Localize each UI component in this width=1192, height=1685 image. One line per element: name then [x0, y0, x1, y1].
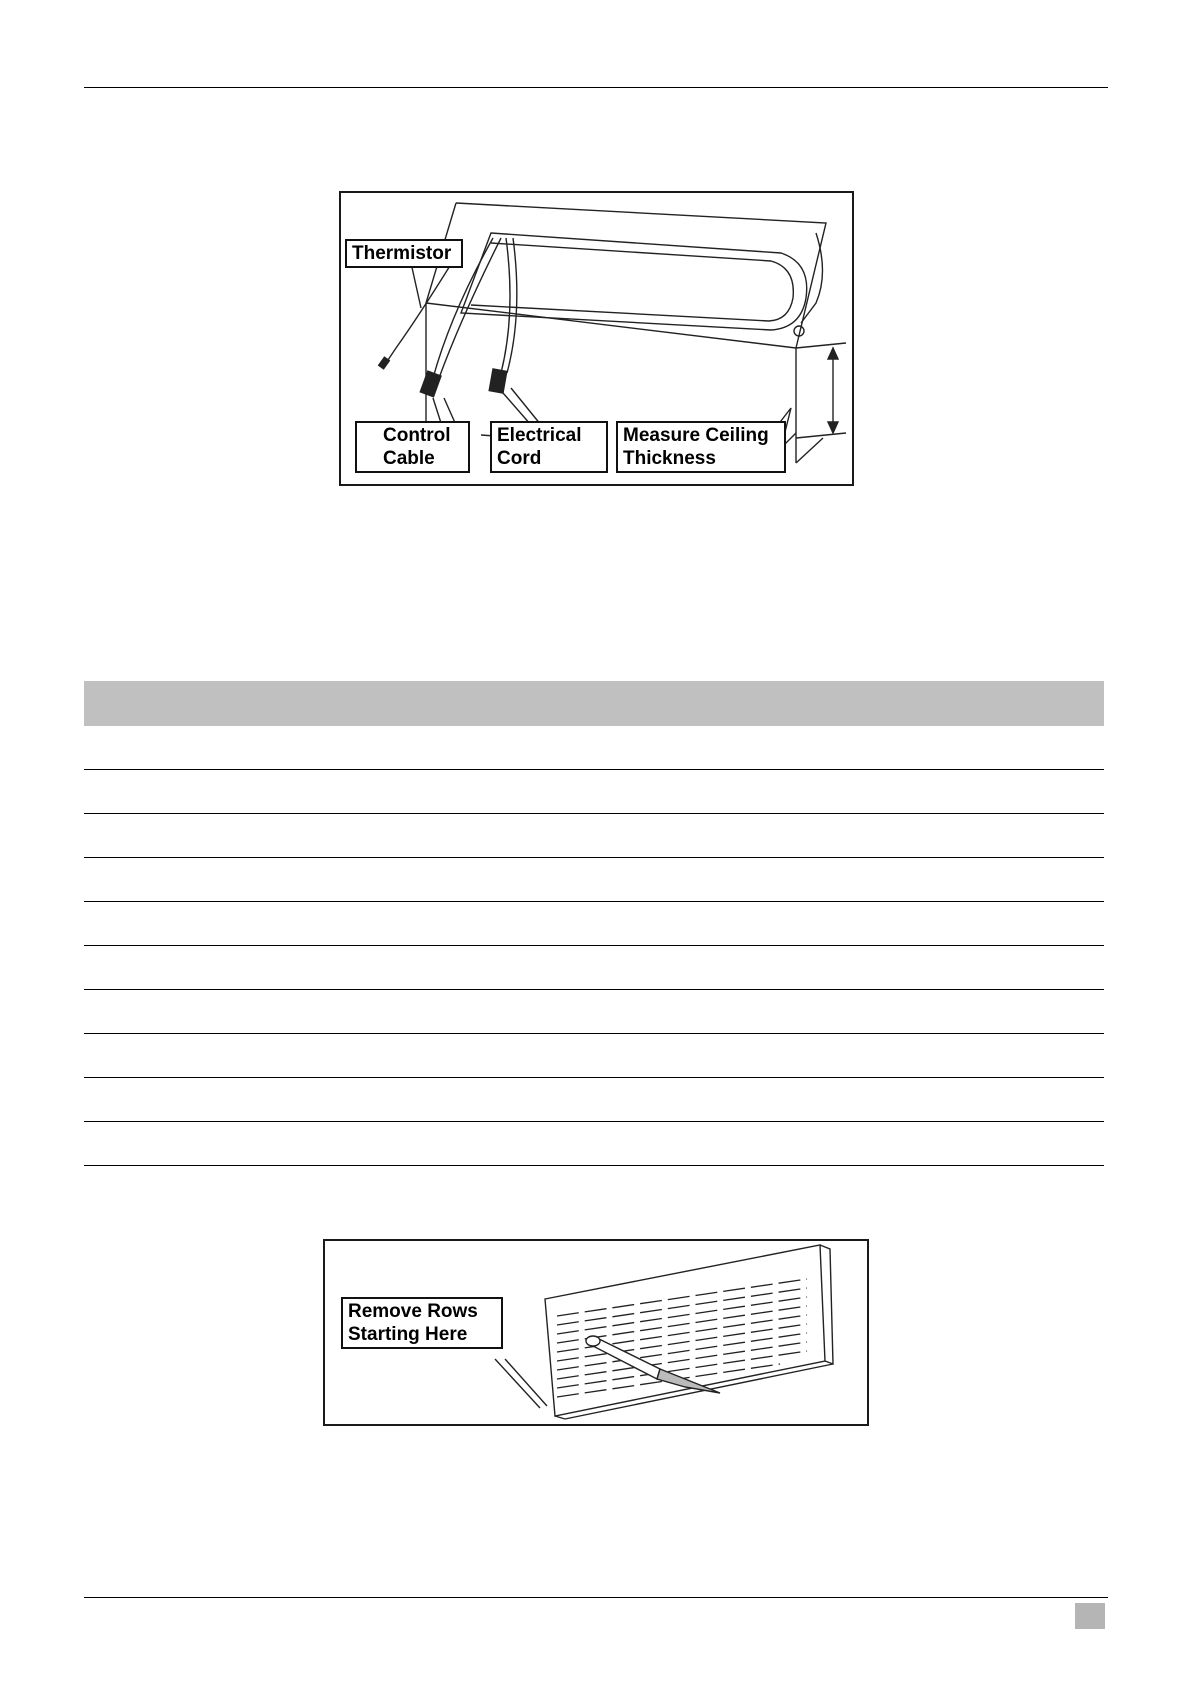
table-row: [84, 770, 1104, 814]
ceiling-thickness-callout: Measure Ceiling Thickness: [616, 421, 786, 473]
page-number-box: [1075, 1603, 1105, 1629]
table-row: [84, 990, 1104, 1034]
table-row: [84, 946, 1104, 990]
table-row: [84, 726, 1104, 770]
header-rule: [84, 87, 1108, 88]
table-row: [84, 1122, 1104, 1166]
remove-rows-callout: Remove Rows Starting Here: [341, 1297, 503, 1349]
control-cable-callout: Control Cable: [355, 421, 470, 473]
table-row: [84, 814, 1104, 858]
electrical-cord-callout: Electrical Cord: [490, 421, 608, 473]
table-row: [84, 1078, 1104, 1122]
thermistor-callout: Thermistor: [345, 239, 463, 268]
footer-rule: [84, 1597, 1108, 1598]
table-row: [84, 1034, 1104, 1078]
grille-figure: [323, 1239, 869, 1426]
unit-wiring-figure: [339, 191, 854, 486]
table-row: [84, 902, 1104, 946]
table-row: [84, 858, 1104, 902]
table-header: [84, 681, 1104, 726]
blank-table: [84, 681, 1104, 1166]
